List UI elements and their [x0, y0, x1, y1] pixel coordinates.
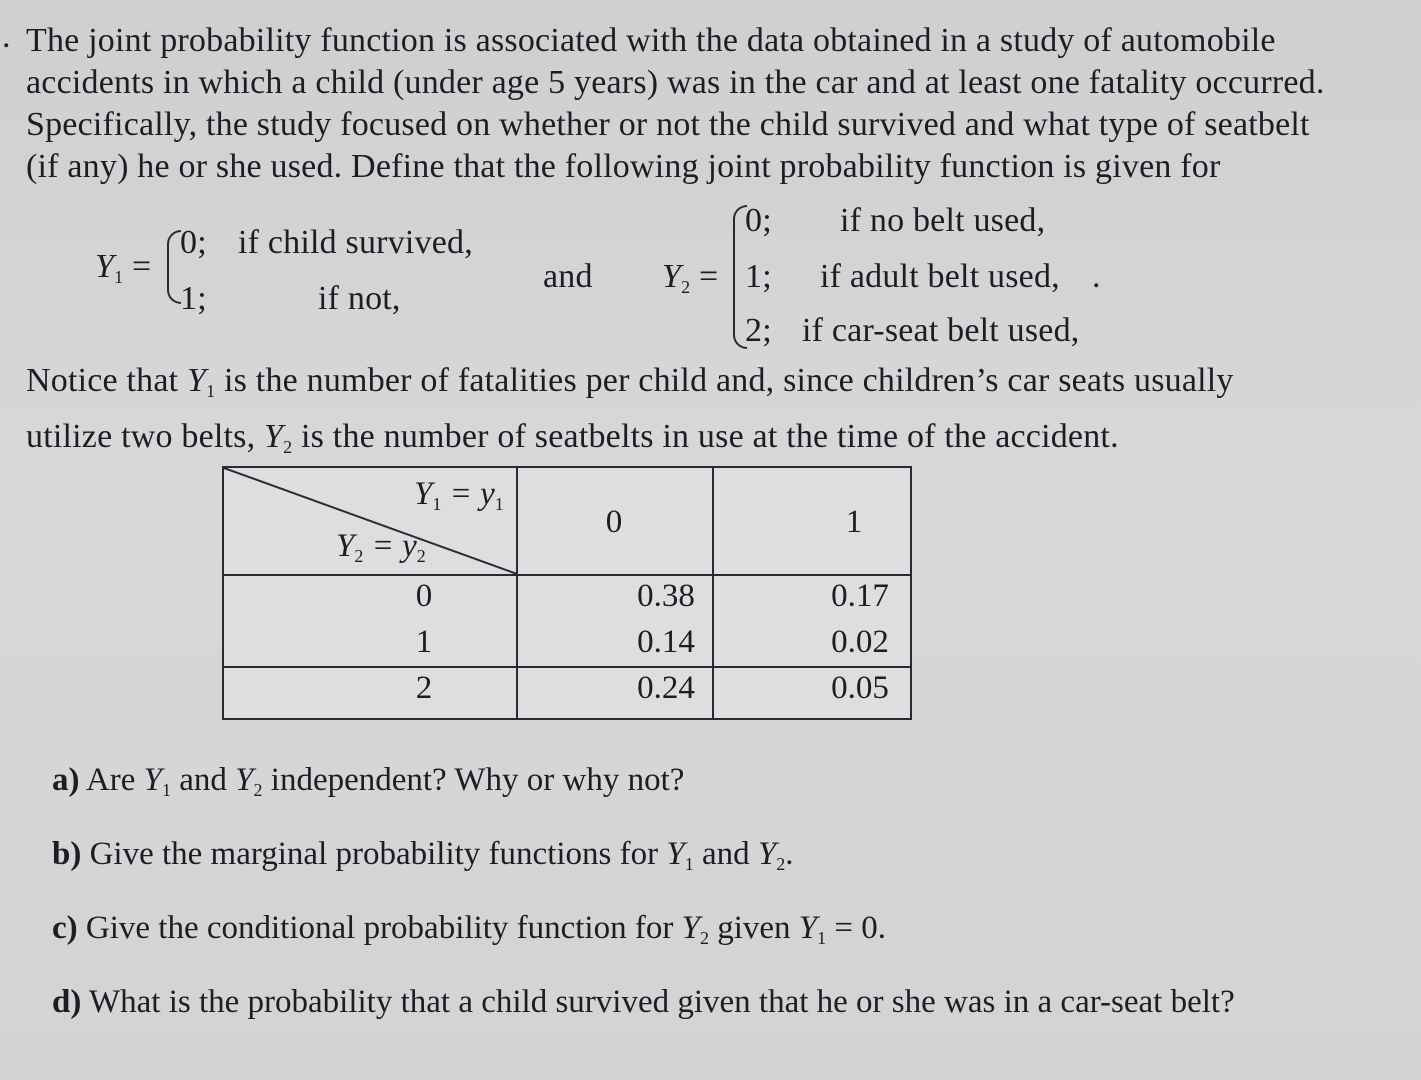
table-cell-r2-c1: 0.05 [831, 670, 889, 706]
y1-case-0-value: 0; [180, 224, 207, 261]
intro-line-4: (if any) he or she used. Define that the following joint probability function is given for [26, 148, 1221, 185]
y1-brace [167, 230, 181, 304]
y2-case-0-text: if no belt used, [840, 202, 1046, 239]
table-col-header-1: 1 [845, 504, 863, 540]
y1-case-1-text: if not, [318, 280, 401, 317]
notice-line-2: utilize two belts, $Y_2$ is the number of seatbelts in use at the time of the accident. [26, 418, 1119, 457]
table-cell-r1-c1: 0.02 [831, 624, 889, 660]
intro-line-2: accidents in which a child (under age 5 years) was in the car and at least one fatality occurred. [26, 64, 1325, 101]
y2-trailing-dot: . [1092, 258, 1101, 295]
table-header-top: $Y_1 = y_1$ [414, 476, 504, 514]
question-c: c) Give the conditional probability function for $Y_2$ given $Y_1 = 0$. [52, 910, 887, 948]
y2-case-2-value: 2; [745, 312, 772, 349]
and-word: and [543, 258, 593, 295]
table-cell-r0-c1: 0.17 [831, 578, 889, 614]
y1-symbol: $Y_1$ = [95, 248, 152, 287]
table-cell-r2-c0: 0.24 [637, 670, 695, 706]
table-cell-r0-c0: 0.38 [637, 578, 695, 614]
intro-line-3: Specifically, the study focused on whether or not the child survived and what type of seatbelt [26, 106, 1310, 143]
question-d: d) What is the probability that a child survived given that he or she was in a car-seat belt? [52, 984, 1235, 1020]
problem-bullet: . [2, 18, 11, 55]
question-b: b) Give the marginal probability functions for $Y_1$ and $Y_2$. [52, 836, 794, 874]
y2-case-1-value: 1; [745, 258, 772, 295]
question-a: a) Are $Y_1$ and $Y_2$ independent? Why or why not? [52, 762, 685, 800]
table-header-left: $Y_2 = y_2$ [336, 528, 426, 566]
intro-line-1: The joint probability function is associated with the data obtained in a study of automobile [26, 22, 1276, 59]
table-cell-r1-c0: 0.14 [637, 624, 695, 660]
joint-probability-table [222, 466, 912, 720]
y2-symbol: $Y_2$ = [662, 258, 719, 297]
y2-case-2-text: if car-seat belt used, [802, 312, 1080, 349]
table-row-label-1: 1 [415, 624, 433, 660]
y2-case-1-text: if adult belt used, [820, 258, 1060, 295]
y1-case-1-value: 1; [180, 280, 207, 317]
table-row-label-0: 0 [415, 578, 433, 614]
table-row-label-2: 2 [415, 670, 433, 706]
y1-case-0-text: if child survived, [238, 224, 473, 261]
notice-line-1: Notice that $Y_1$ is the number of fatalities per child and, since children’s car seats usually [26, 362, 1234, 401]
table-divider-row [224, 666, 910, 668]
y2-case-0-value: 0; [745, 202, 772, 239]
table-col-header-0: 0 [605, 504, 623, 540]
